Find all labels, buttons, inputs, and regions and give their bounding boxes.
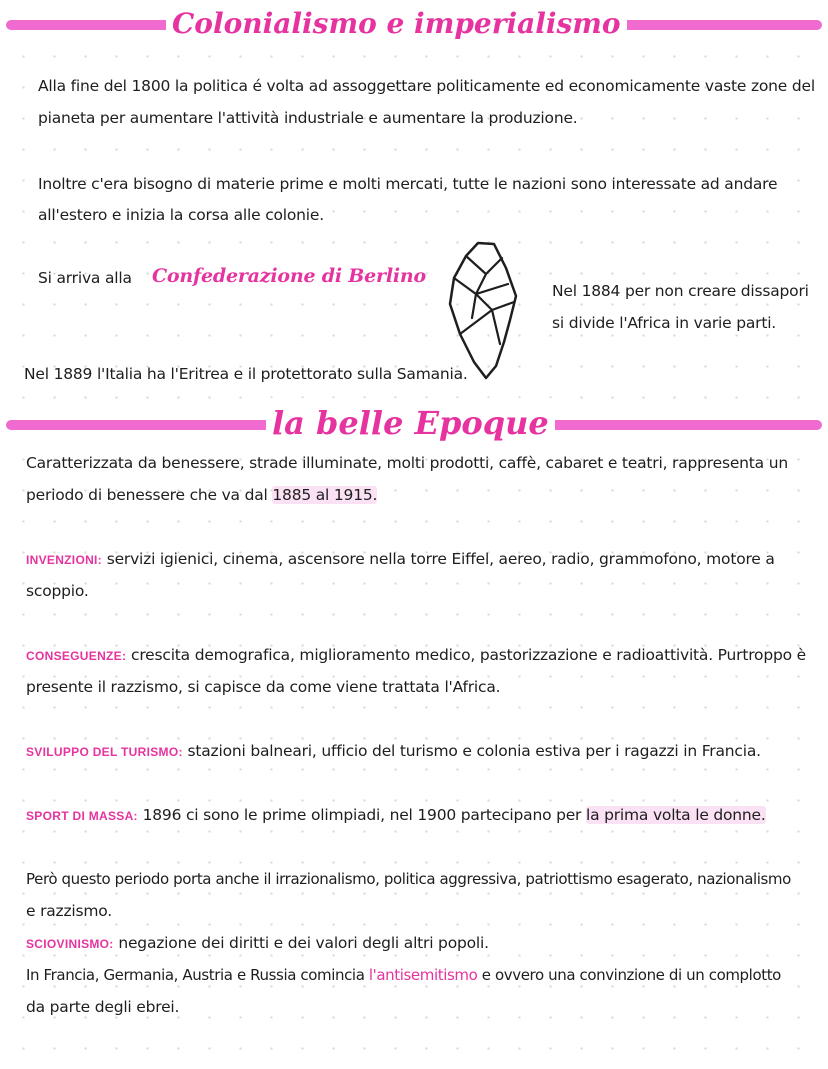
paragraph-line [26,799,766,832]
highlight-women: la prima volta le donne. [585,806,766,824]
intro-text: periodo di benessere che va dal [26,486,268,504]
paragraph-line: Nel 1889 l'Italia ha l'Eritrea e il protettorato sulla Samania. [24,365,468,383]
title-bar-right [610,20,822,30]
paragraph-line: scoppio. [26,582,89,600]
highlight-years: 1885 al 1915. [272,486,378,504]
paragraph-line [26,735,761,768]
paragraph-line: Però questo periodo porta anche il irrazionalismo, politica aggressiva, patriottismo esagerato, nazionalismo [26,870,791,888]
paragraph-line: all'estero e inizia la corsa alle colonie. [38,206,324,224]
title-bar-left [6,420,276,430]
title-bar-left [6,20,176,30]
consequences-text: crescita demografica, miglioramento medico, pastorizzazione e radioattività. Purtroppo è [131,646,806,664]
note-line: si divide l'Africa in varie parti. [552,314,777,332]
note-line: Nel 1884 per non creare dissapori [552,282,809,300]
title-bar-right [530,420,822,430]
inventions-text: servizi igienici, cinema, ascensore nella torre Eiffel, aereo, radio, grammofono, motore a [106,550,775,568]
tourism-text: stazioni balneari, ufficio del turismo e colonia estiva per i ragazzi in Francia. [187,742,761,760]
conference-title: Confederazione di Berlino [152,265,426,287]
consequences-label: CONSEGUENZE: [26,649,127,663]
arrive-prefix: Si arriva alla [38,269,132,287]
paragraph-line [26,927,489,960]
antisemitism-text: In Francia, Germania, Austria e Russia comincia [26,966,365,984]
inventions-label: INVENZIONI: [26,553,102,567]
paragraph-line: Alla fine del 1800 la politica é volta ad assoggettare politicamente ed economicamente vaste zone del [38,77,815,95]
antisemitism-term: l'antisemitismo [368,966,478,984]
tourism-label: SVILUPPO DEL TURISMO: [26,745,183,759]
paragraph-line: e razzismo. [26,902,113,920]
section-title-belle-epoque: la belle Epoque [266,398,555,448]
paragraph-line: Inoltre c'era bisogno di materie prime e molti mercati, tutte le nazioni sono interessate ad andare [38,175,778,193]
sport-label: SPORT DI MASSA: [26,809,138,823]
paragraph-line [26,543,775,576]
sport-text: 1896 ci sono le prime olimpiadi, nel 1900 partecipano per [142,806,582,824]
chauvinism-text: negazione dei diritti e dei valori degli altri popoli. [118,934,489,952]
paragraph-line: pianeta per aumentare l'attività industriale e aumentare la produzione. [38,109,578,127]
paragraph-line: Caratterizzata da benessere, strade illuminate, molti prodotti, caffè, cabaret e teatri, rappresenta un [26,454,788,472]
paragraph-line [26,959,781,991]
chauvinism-label: SCIOVINISMO: [26,937,114,951]
paragraph-line: da parte degli ebrei. [26,998,180,1016]
antisemitism-text: e ovvero una convinzione di un complotto [481,966,781,984]
paragraph-line [26,639,806,672]
paragraph-line: presente il razzismo, si capisce da come viene trattata l'Africa. [26,678,501,696]
section-title-colonialism: Colonialismo e imperialismo [166,2,627,46]
paragraph-line [26,479,377,511]
